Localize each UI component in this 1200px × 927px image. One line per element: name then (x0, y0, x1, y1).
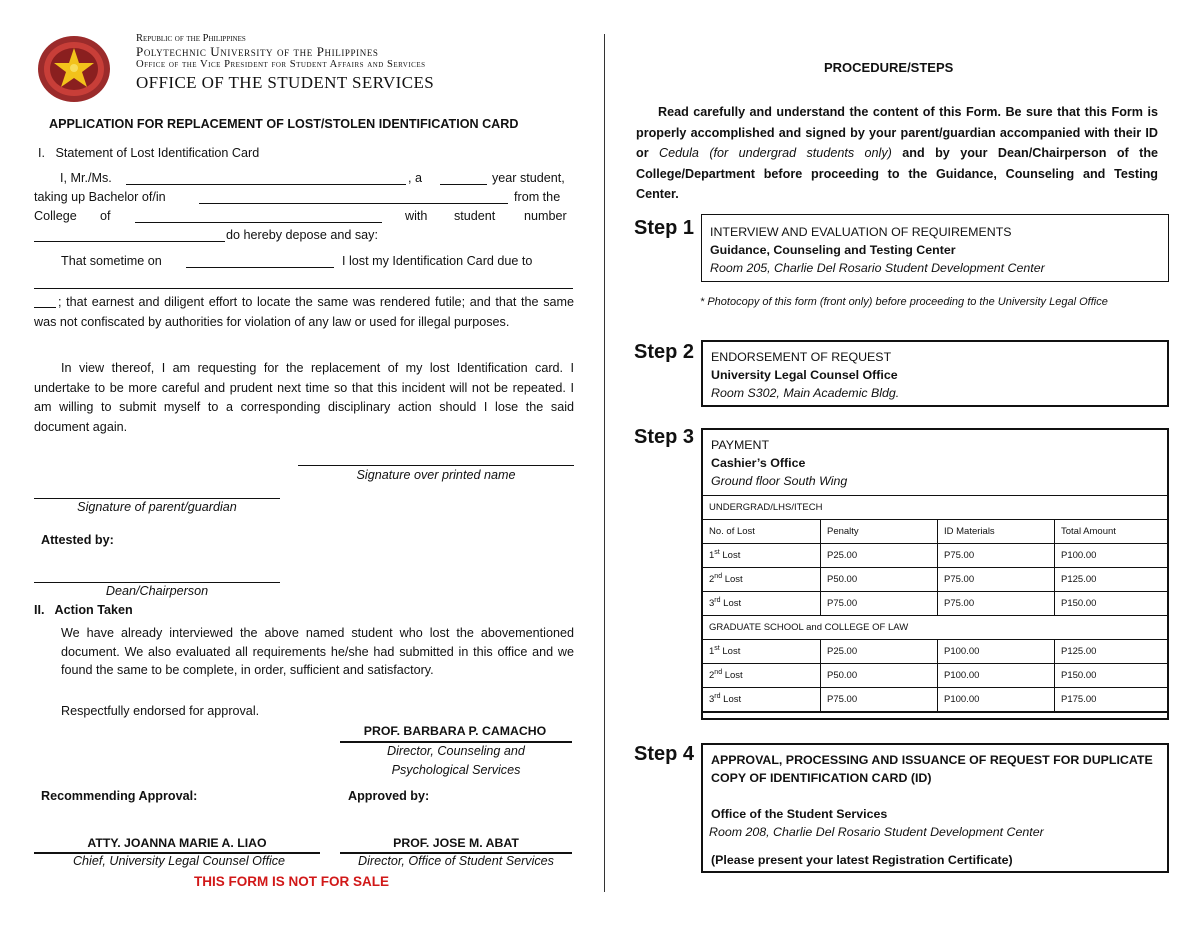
procedure-intro (636, 102, 1158, 205)
depose-text: do hereby depose and say: (226, 228, 378, 242)
attested-label: Attested by: (41, 533, 114, 547)
field-with-label: with (405, 209, 428, 223)
request-paragraph: In view thereof, I am requesting for the replacement of my lost Identification card. I undertake to be more careful and prudent next time so that this incident will not be repeated. I am willing to submit myself to a corresponding disciplinary action should I lose the said document again. (34, 361, 574, 434)
liao-name: ATTY. JOANNA MARIE A. LIAO (87, 836, 267, 850)
field-college-label: College (34, 209, 77, 223)
fee-penalty: P75.00 (821, 592, 938, 616)
fee-group-graduate: GRADUATE SCHOOL and COLLEGE OF LAW (702, 616, 1168, 640)
step-2-box (701, 340, 1169, 407)
step-1-office: Guidance, Counseling and Testing Center (710, 243, 956, 257)
camacho-title-1: Director, Counseling and (387, 744, 525, 758)
intro-text-2: and by your Dean/Chairperson of the College/Department before proceeding to the Guidance, Counseling and Testing Center. (636, 146, 1159, 201)
course-input-line[interactable] (199, 203, 508, 204)
fee-group-undergrad: UNDERGRAD/LHS/ITECH (702, 496, 1168, 520)
fee-header-total: Total Amount (1055, 520, 1169, 544)
fee-table (701, 495, 1169, 713)
fee-materials: P100.00 (938, 664, 1055, 688)
fee-row (702, 592, 1168, 616)
sometime-label: That sometime on (61, 254, 162, 268)
fee-row (702, 544, 1168, 568)
fee-lost-count: 1st Lost (702, 544, 821, 568)
fee-materials: P100.00 (938, 688, 1055, 713)
step-3-label: Step 3 (634, 426, 695, 448)
procedure-title: PROCEDURE/STEPS (824, 60, 954, 75)
fee-penalty: P50.00 (821, 664, 938, 688)
fee-total: P125.00 (1055, 640, 1169, 664)
lost-due-label: I lost my Identification Card due to (342, 254, 533, 268)
fee-total: P125.00 (1055, 568, 1169, 592)
abat-name: PROF. JOSE M. ABAT (393, 836, 519, 850)
year-input-line[interactable] (440, 184, 487, 185)
liao-title: Chief, University Legal Counsel Office (72, 854, 286, 868)
recommending-label: Recommending Approval: (41, 789, 198, 803)
not-for-sale-notice: THIS FORM IS NOT FOR SALE (194, 874, 389, 889)
fee-lost-count: 2nd Lost (702, 664, 821, 688)
fee-lost-count: 2nd Lost (702, 568, 821, 592)
header-office: OFFICE OF THE STUDENT SERVICES (136, 73, 435, 92)
fee-header-lost: No. of Lost (702, 520, 821, 544)
field-student-label: student (454, 209, 496, 223)
camacho-signature-line (340, 741, 572, 743)
fee-row (702, 640, 1168, 664)
fee-header-row (702, 520, 1168, 544)
action-taken-paragraph: We have already interviewed the above named student who lost the abovementioned document. We also evaluated all requirements he/she had submitted in this office and we found the same to be complete, in order, sufficient and satisfactory. (61, 626, 574, 677)
step-2-label: Step 2 (634, 341, 695, 363)
page-divider (604, 34, 605, 892)
section-2-heading: II. Action Taken (34, 603, 133, 617)
step-1-title: INTERVIEW AND EVALUATION OF REQUIREMENTS (710, 225, 1012, 239)
fee-penalty: P25.00 (821, 640, 938, 664)
university-seal-icon (36, 34, 112, 104)
fee-group-row (702, 616, 1168, 640)
field-course-label: taking up Bachelor of/in (34, 190, 166, 204)
fee-header-materials: ID Materials (938, 520, 1055, 544)
fee-materials: P75.00 (938, 568, 1055, 592)
fee-total: P175.00 (1055, 688, 1169, 713)
photocopy-note: * Photocopy of this form (front only) before proceeding to the University Legal Office (700, 296, 1108, 308)
abat-title: Director, Office of Student Services (358, 854, 554, 868)
student-signature-line[interactable] (298, 465, 574, 466)
step-4-office: Office of the Student Services (711, 807, 888, 821)
field-name-label: I, Mr./Ms. (60, 171, 112, 185)
step-2-title: ENDORSEMENT OF REQUEST (711, 350, 892, 364)
field-of-label: of (100, 209, 111, 223)
fee-lost-count: 3rd Lost (702, 592, 821, 616)
approved-label: Approved by: (348, 789, 430, 803)
camacho-name: PROF. BARBARA P. CAMACHO (363, 724, 547, 738)
fee-total: P150.00 (1055, 592, 1169, 616)
header-vp-office: Office of the Vice President for Student Affairs and Services (136, 59, 426, 70)
fee-row (702, 568, 1168, 592)
step-2-room: Room S302, Main Academic Bldg. (711, 386, 900, 400)
date-input-line[interactable] (186, 267, 334, 268)
reason-input-line[interactable] (34, 288, 573, 289)
step-4-note: (Please present your latest Registration Certificate) (711, 853, 1013, 867)
step-1-label: Step 1 (634, 217, 695, 239)
fee-header-penalty: Penalty (821, 520, 938, 544)
step-2-office: University Legal Counsel Office (711, 368, 898, 382)
fee-penalty: P50.00 (821, 568, 938, 592)
fee-lost-count: 3rd Lost (702, 688, 821, 713)
step-3-office: Cashier’s Office (711, 456, 806, 470)
form-title: APPLICATION FOR REPLACEMENT OF LOST/STOLEN IDENTIFICATION CARD (49, 117, 519, 131)
camacho-title-2: Psychological Services (391, 763, 521, 777)
step-4-title: APPROVAL, PROCESSING AND ISSUANCE OF REQUEST FOR DUPLICATE COPY OF IDENTIFICATION CARD (ID) (711, 753, 1153, 785)
name-input-line[interactable] (126, 184, 406, 185)
student-number-input-line[interactable] (34, 241, 225, 242)
parent-signature-label: Signature of parent/guardian (77, 500, 237, 514)
fee-materials: P75.00 (938, 592, 1055, 616)
fee-penalty: P25.00 (821, 544, 938, 568)
intro-cedula: Cedula (for undergrad students only) (659, 146, 892, 160)
intro-text-1: Read carefully and understand the content of this Form. Be sure that this Form is properly accomplished and signed by your parent/guardian accompanied with their ID or (636, 105, 1158, 160)
step-3-room: Ground floor South Wing (711, 474, 848, 488)
fee-total: P100.00 (1055, 544, 1169, 568)
section-1-heading: I. Statement of Lost Identification Card (38, 146, 260, 160)
header-university: Polytechnic University of the Philippines (136, 44, 379, 59)
field-number-label: number (524, 209, 567, 223)
dean-signature-line[interactable] (34, 582, 280, 583)
step-4-box (701, 743, 1169, 873)
field-year-label: year student, (492, 171, 565, 185)
signature-name-label: Signature over printed name (356, 468, 516, 482)
header-republic: Republic of the Philippines (136, 33, 246, 44)
fee-materials: P100.00 (938, 640, 1055, 664)
step-1-box (701, 214, 1169, 282)
field-year-prefix: , a (408, 171, 423, 185)
parent-signature-line[interactable] (34, 498, 280, 499)
fee-total: P150.00 (1055, 664, 1169, 688)
fee-group-row (702, 496, 1168, 520)
field-from-label: from the (514, 190, 561, 204)
fee-penalty: P75.00 (821, 688, 938, 713)
step-1-room: Room 205, Charlie Del Rosario Student Development Center (710, 261, 1045, 275)
fee-lost-count: 1st Lost (702, 640, 821, 664)
fee-row (702, 664, 1168, 688)
dean-label: Dean/Chairperson (105, 584, 209, 598)
step-4-room: Room 208, Charlie Del Rosario Student Development Center (709, 825, 1044, 839)
step-4-label: Step 4 (634, 743, 695, 765)
effort-paragraph: ; that earnest and diligent effort to locate the same was rendered futile; and that the same was not confiscated by authorities for violation of any law or used for illegal purposes. (34, 295, 574, 329)
endorsed-text: Respectfully endorsed for approval. (61, 704, 260, 718)
college-input-line[interactable] (135, 222, 382, 223)
step-3-title: PAYMENT (711, 438, 770, 452)
fee-materials: P75.00 (938, 544, 1055, 568)
fee-row (702, 688, 1168, 713)
